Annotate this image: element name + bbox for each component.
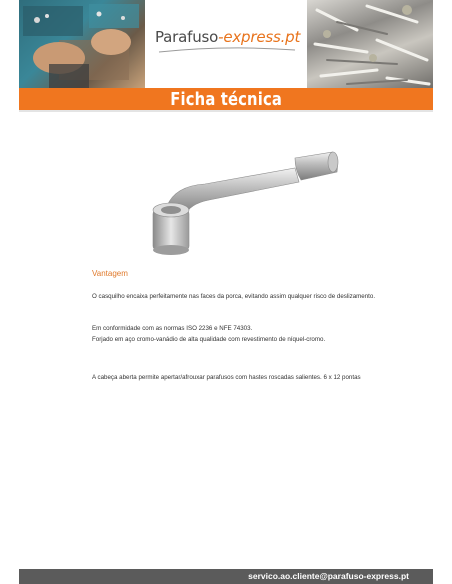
page-footer xyxy=(19,569,433,584)
material-line: Forjado em aço cromo-vanádio de alta qualidade com revestimento de níquel-cromo. xyxy=(92,336,326,343)
socket-wrench-icon xyxy=(145,148,345,258)
section-heading-vantagem: Vantagem xyxy=(92,269,128,278)
footer-email-link[interactable]: servico.ao.cliente@parafuso-express.pt xyxy=(248,571,409,581)
header-photo-screws xyxy=(307,0,433,88)
product-image xyxy=(145,148,345,258)
brand-logo[interactable] xyxy=(155,28,305,58)
page-header xyxy=(19,0,433,88)
title-banner xyxy=(19,88,433,112)
paragraph-standards xyxy=(92,323,392,345)
brand-name-part2: -express.pt xyxy=(218,28,301,46)
paragraph-open-head: A cabeça aberta permite apertar/afrouxar parafusos com hastes roscadas salientes. 6 x 12 pontas xyxy=(92,374,361,381)
brand-name-part1: Parafuso xyxy=(155,28,219,46)
page-title: Ficha técnica xyxy=(170,88,282,110)
logo-swoosh-icon xyxy=(157,46,297,54)
header-photo-workbench xyxy=(19,0,145,88)
paragraph-fit: O casquilho encaixa perfeitamente nas faces da porca, evitando assim qualquer risco de deslizamento. xyxy=(92,293,376,300)
standards-line: Em conformidade com as normas ISO 2236 e NFE 74303. xyxy=(92,325,253,332)
